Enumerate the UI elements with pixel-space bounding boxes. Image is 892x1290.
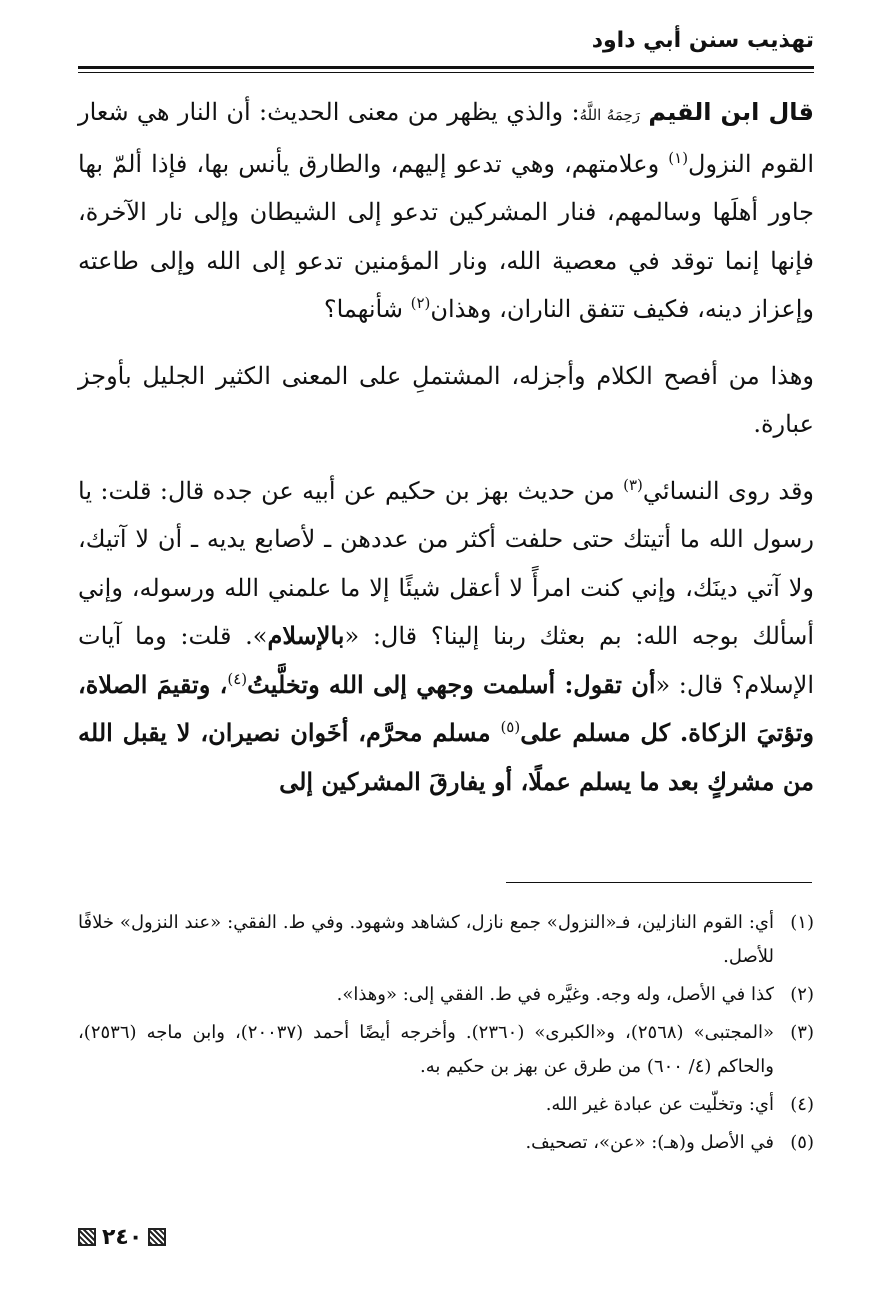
footnote-text: أي: القوم النازلين، فـ«النزول» جمع نازل، كشاهد وشهود. وفي ط. الفقي: «عند النزول» خلافًا للأصل. <box>78 912 774 967</box>
footnote-ref-1[interactable]: (١) <box>668 148 689 167</box>
ornament-right-icon <box>148 1228 166 1246</box>
hadith-bold-4: مسلم محرَّم، أخَوان نصيران، لا يقبل الله من مشركٍ بعد ما يسلم عملًا، أو يفارقَ المشركين إلى <box>78 718 814 796</box>
paragraph-1 <box>78 88 814 334</box>
header-rule-thick <box>78 66 814 69</box>
speaker-lead: قال ابن القيم <box>648 98 815 126</box>
honorific: رَحِمَهُ اللَّهُ <box>579 106 641 124</box>
p1-text-1: : والذي يظهر من معنى الحديث: أن النار هي شعار القوم النزول <box>78 98 815 178</box>
running-title: تهذيب سنن أبي داود <box>591 28 814 53</box>
footnote <box>78 1126 814 1160</box>
footnote-number: (١) <box>790 912 814 933</box>
page-number: ٢٤٠ <box>102 1224 143 1250</box>
p1-text-2: وعلامتهم، وهي تدعو إليهم، والطارق يأنس بها، فإذا ألمّ بها جاور أهلَها وسالمهم، فنار المشركين تدعو إلى الشيطان وإلى نار الآخرة، فإنها إنما توقد في معصية الله، ونار المؤمنين تدعو إلى الله وإلى طاعته وإعزاز دينه، فكيف تتفق الناران، وهذان <box>78 149 814 323</box>
hadith-bold-1: بالإسلام <box>267 621 345 650</box>
p3-text-1: وقد روى النسائي <box>642 476 815 505</box>
footnote-text: «المجتبى» (٢٥٦٨)، و«الكبرى» (٢٣٦٠). وأخرجه أيضًا أحمد (٢٠٠٣٧)، وابن ماجه (٢٥٣٦)، والحاكم (٤/ ٦٠٠) من طرق عن بهز بن حكيم به. <box>78 1022 774 1077</box>
footnote-ref-2[interactable]: (٢) <box>410 294 431 312</box>
footnote-number: (٥) <box>790 1132 814 1153</box>
footnotes <box>78 906 814 1164</box>
p3-text-2: من حديث بهز بن حكيم عن أبيه عن جده قال: قلت: يا رسول الله ما أتيتك حتى حلفت أكثر من عددهن ـ لأصابع يديه ـ أن لا آتيك، ولا آتي دينَك، وإني كنت امرأً لا أعقل شيئًا إلا ما علمني الله ورسوله، وإني أسألك بوجه الله: بم بعثك ربنا إلينا؟ قال: « <box>78 476 815 650</box>
footnote <box>78 978 814 1012</box>
footnote-text: في الأصل و(هـ): «عن»، تصحيف. <box>525 1132 774 1153</box>
page-footer <box>78 1222 238 1252</box>
footnote-number: (٤) <box>790 1094 814 1115</box>
hadith-bold-2: أن تقول: أسلمت وجهي إلى الله وتخلَّيتُ <box>247 669 656 699</box>
footnote-ref-5[interactable]: (٥) <box>500 718 521 736</box>
paragraph-3 <box>78 467 814 807</box>
header-rule-thin <box>78 72 814 73</box>
p1-text-3: شأنهما؟ <box>323 295 411 323</box>
footnote-number: (٣) <box>790 1022 814 1043</box>
ornament-left-icon <box>78 1228 96 1246</box>
footnote-text: كذا في الأصل، وله وجه. وغيَّره في ط. الفقي إلى: «وهذا». <box>336 984 774 1005</box>
footnote-ref-4[interactable]: (٤) <box>227 669 248 688</box>
footnote <box>78 1088 814 1122</box>
footnote-separator <box>506 882 812 883</box>
page-header <box>78 0 814 78</box>
footnote <box>78 1016 814 1084</box>
footnote-text: أي: وتخلّيت عن عبادة غير الله. <box>545 1094 774 1115</box>
main-text <box>78 88 814 806</box>
hadith-bold-3: ، وتقيمَ الصلاة، وتؤتيَ الزكاة. كل مسلم على <box>78 669 815 747</box>
p3-text-3: ». قلت: وما آيات الإسلام؟ قال: « <box>78 622 815 699</box>
paragraph-2: وهذا من أفصح الكلام وأجزله، المشتملِ على المعنى الكثير الجليل بأوجز عبارة. <box>78 361 814 438</box>
footnote <box>78 906 814 974</box>
footnote-number: (٢) <box>790 984 814 1005</box>
footnote-ref-3[interactable]: (٣) <box>623 475 643 494</box>
